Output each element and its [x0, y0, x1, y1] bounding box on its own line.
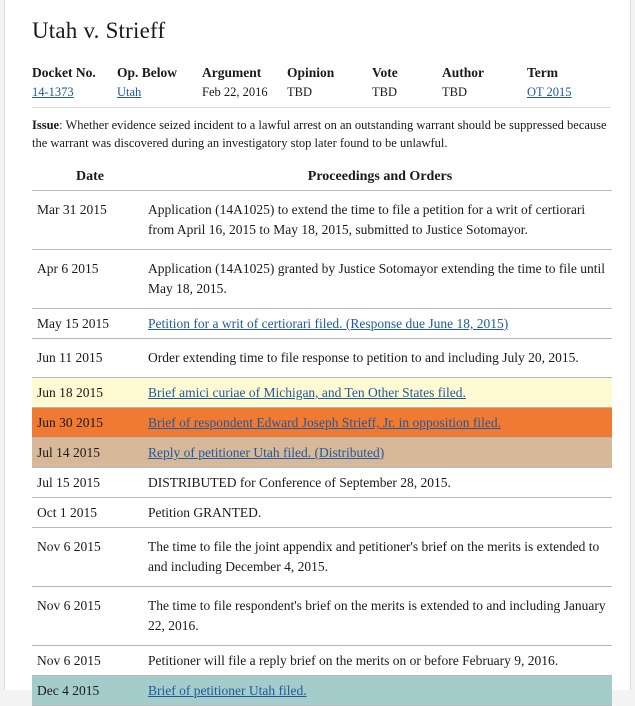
proceedings-column-header: Proceedings and Orders — [148, 164, 612, 191]
date-column-header: Date — [32, 164, 148, 191]
table-row — [32, 438, 612, 468]
row-text: Application (14A1025) to extend the time to file a petition for a writ of certiorari from April 16, 2015 to May 18, 2015, submitted to Justice Sotomayor. — [148, 191, 612, 250]
row-text: The time to file respondent's brief on the merits is extended to and including January 22, 2016. — [148, 587, 612, 646]
petition-filed-link[interactable]: Petition for a writ of certiorari filed. (Response due June 18, 2015) — [148, 316, 509, 331]
row-date: Jun 11 2015 — [32, 339, 148, 378]
table-row — [32, 468, 612, 498]
proceedings-table — [32, 164, 612, 706]
row-text: The time to file the joint appendix and petitioner's brief on the merits is extended to and including December 4, 2015. — [148, 528, 612, 587]
case-title: Utah v. Strieff — [32, 18, 166, 43]
argument-column — [202, 64, 268, 102]
table-row — [32, 309, 612, 339]
table-row — [32, 191, 612, 250]
op-below-link[interactable]: Utah — [117, 85, 142, 99]
term-link[interactable]: OT 2015 — [527, 85, 572, 99]
row-date: Jul 14 2015 — [32, 438, 148, 468]
vote-label: Vote — [372, 65, 398, 80]
vote-value: TBD — [372, 85, 397, 99]
row-date: Apr 6 2015 — [32, 250, 148, 309]
table-row — [32, 587, 612, 646]
table-row — [32, 646, 612, 676]
argument-label: Argument — [202, 65, 262, 80]
row-date: Nov 6 2015 — [32, 646, 148, 676]
table-row — [32, 250, 612, 309]
argument-value: Feb 22, 2016 — [202, 85, 268, 99]
opinion-value: TBD — [287, 85, 312, 99]
term-column — [527, 64, 572, 102]
table-row — [32, 498, 612, 528]
issue-statement — [32, 116, 612, 152]
row-date: Nov 6 2015 — [32, 587, 148, 646]
amici-brief-link[interactable]: Brief amici curiae of Michigan, and Ten Other States filed. — [148, 385, 466, 400]
row-date: Jul 15 2015 — [32, 468, 148, 498]
case-meta — [5, 64, 632, 104]
table-row — [32, 676, 612, 706]
row-date: Oct 1 2015 — [32, 498, 148, 528]
issue-text: : Whether evidence seized incident to a lawful arrest on an outstanding warrant should be suppressed because the warrant was discovered during an investigatory stop later found to be unlawful. — [32, 118, 607, 150]
opinion-label: Opinion — [287, 65, 335, 80]
row-date: Nov 6 2015 — [32, 528, 148, 587]
op-below-label: Op. Below — [117, 65, 178, 80]
term-label: Term — [527, 65, 558, 80]
docket-label: Docket No. — [32, 65, 96, 80]
row-text: DISTRIBUTED for Conference of September 28, 2015. — [148, 468, 612, 498]
author-column — [442, 64, 484, 102]
row-date: Jun 30 2015 — [32, 408, 148, 438]
row-text: Application (14A1025) granted by Justice Sotomayor extending the time to file until May 18, 2015. — [148, 250, 612, 309]
row-date: Jun 18 2015 — [32, 378, 148, 408]
row-text: Petition GRANTED. — [148, 498, 612, 528]
author-label: Author — [442, 65, 485, 80]
row-date: Mar 31 2015 — [32, 191, 148, 250]
author-value: TBD — [442, 85, 467, 99]
table-row — [32, 408, 612, 438]
vote-column — [372, 64, 398, 102]
op-below-column — [117, 64, 177, 102]
proceedings-header-row — [32, 164, 612, 191]
docket-link[interactable]: 14-1373 — [32, 85, 74, 99]
meta-divider — [32, 107, 610, 108]
case-card — [4, 0, 631, 698]
row-date: May 15 2015 — [32, 309, 148, 339]
docket-column — [32, 64, 96, 102]
row-text: Petitioner will file a reply brief on the merits on or before February 9, 2016. — [148, 646, 612, 676]
petitioner-brief-link[interactable]: Brief of petitioner Utah filed. — [148, 683, 307, 698]
issue-label: Issue — [32, 118, 60, 132]
respondent-opposition-link[interactable]: Brief of respondent Edward Joseph Strieff, Jr. in opposition filed. — [148, 415, 501, 430]
row-date: Dec 4 2015 — [32, 676, 148, 706]
row-text: Order extending time to file response to petition to and including July 20, 2015. — [148, 339, 612, 378]
table-row — [32, 378, 612, 408]
table-row — [32, 339, 612, 378]
opinion-column — [287, 64, 334, 102]
petitioner-reply-link[interactable]: Reply of petitioner Utah filed. (Distributed) — [148, 445, 385, 460]
table-row — [32, 528, 612, 587]
